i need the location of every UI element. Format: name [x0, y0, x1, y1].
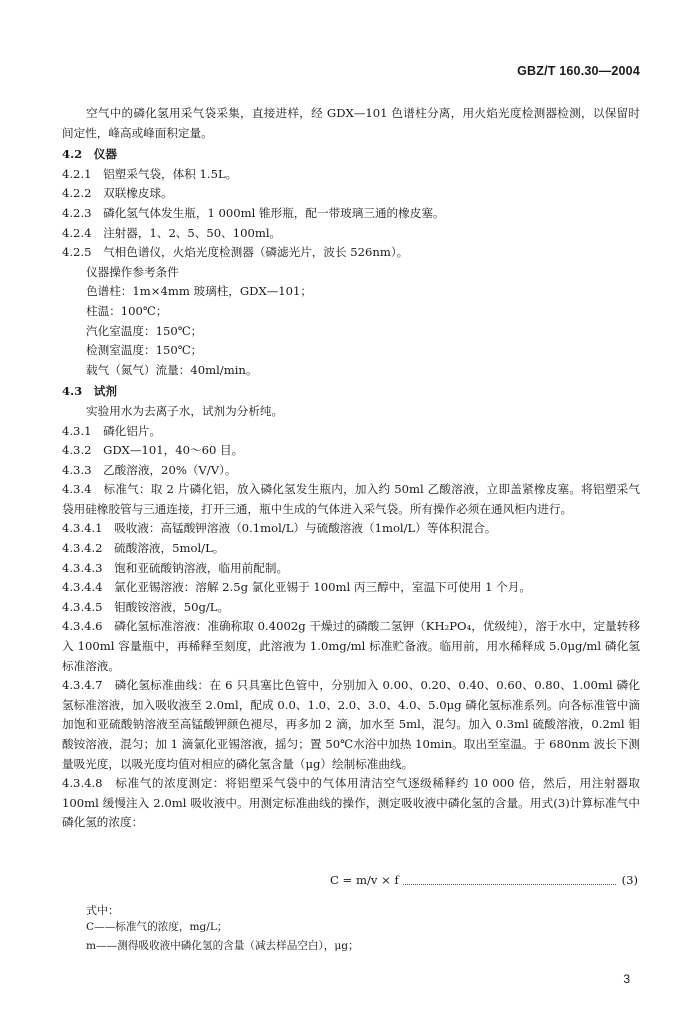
page-number: 3 — [623, 972, 630, 986]
formula-3 — [330, 873, 638, 887]
intro-paragraph: 空气中的磷化氢用采气袋采集，直接进样，经 GDX—101 色谱柱分离，用火焰光度检测器检测，以保留时间定性，峰高或峰面积定量。 — [62, 106, 640, 140]
section-heading-4-2: 4.2 仪器 — [62, 147, 117, 162]
definition-c: C——标准气的浓度，mg/L； — [86, 921, 228, 933]
formula-leader-dots — [403, 876, 616, 885]
definitions-list — [86, 918, 359, 956]
formula-expression: C = m/v × f — [330, 873, 399, 887]
document-body — [62, 104, 640, 833]
item-4-2-4: 4.2.4 注射器，1、2、5、50、100ml。 — [62, 225, 282, 240]
item-4-3-4-1: 4.3.4.1 吸收液：高锰酸钾溶液（0.1mol/L）与硫酸溶液（1mol/L）等体积混合。 — [62, 521, 497, 536]
formula-number: (3) — [621, 873, 638, 887]
item-4-3-4-2: 4.3.4.2 硫酸溶液，5mol/L。 — [62, 541, 225, 556]
item-4-2-1: 4.2.1 铝塑采气袋，体积 1.5L。 — [62, 166, 238, 181]
item-4-3-4-5: 4.3.4.5 钼酸铵溶液，50g/L。 — [62, 599, 230, 614]
config-detector-temp: 检测室温度：150℃； — [86, 343, 203, 358]
item-4-3-4-6: 4.3.4.6 磷化氢标准溶液：准确称取 0.4002g 干燥过的磷酸二氢钾（KH₂PO₄，优级纯），溶于水中，定量转移入 100ml 容量瓶中，再稀释至刻度，此溶液为 1.0mg/ml 标准贮备液。临用前，用水稀释成 5.0μg/ml 磷化氢标准溶液。 — [62, 619, 640, 673]
item-4-3-2: 4.3.2 GDX—101，40～60 目。 — [62, 443, 244, 458]
config-carrier-gas: 载气（氮气）流量：40ml/min。 — [86, 362, 258, 377]
config-title: 仪器操作参考条件 — [86, 264, 179, 279]
item-4-3-4-7: 4.3.4.7 磷化氢标准曲线：在 6 只具塞比色管中，分别加入 0.00、0.20、0.40、0.60、0.80、1.00ml 磷化氢标准溶液，加入吸收液至 2.0ml，配成 0.0、1.0、2.0、3.0、4.0、5.0μg 磷化氢标准系列。向各标准管中滴加饱和亚硫酸钠溶液至高锰酸钾颜色褪尽，再多加 2 滴，加水至 5ml，混匀。加入 0.3ml 硫酸溶液，0.2ml 钼酸铵溶液，混匀；加 1 滴氯化亚锡溶液，摇匀；置 50℃水浴中加热 10min。取出至室温。于 680nm 波长下测量吸光度，以吸光度均值对相应的磷化氢含量（μg）绘制标准曲线。 — [62, 678, 640, 771]
reagents-intro: 实验用水为去离子水，试剂为分析纯。 — [86, 403, 284, 418]
config-column: 色谱柱：1m×4mm 玻璃柱，GDX—101； — [86, 284, 313, 299]
section-heading-4-3: 4.3 试剂 — [62, 384, 117, 399]
item-4-2-5: 4.2.5 气相色谱仪，火焰光度检测器（磷滤光片，波长 526nm）。 — [62, 245, 409, 260]
item-4-3-4-8: 4.3.4.8 标准气的浓度测定：将铝塑采气袋中的气体用清洁空气逐级稀释约 10 000 倍，然后，用注射器取 100ml 缓慢注入 2.0ml 吸收液中。用测定标准曲线的操作，测定吸收液中磷化氢的含量。用式(3)计算标准气中磷化氢的浓度： — [62, 776, 640, 830]
item-4-2-2: 4.2.2 双联橡皮球。 — [62, 186, 173, 201]
config-column-temp: 柱温：100℃； — [86, 303, 168, 318]
item-4-3-4-3: 4.3.4.3 饱和亚硫酸钠溶液，临用前配制。 — [62, 560, 289, 575]
item-4-3-1: 4.3.1 磷化铝片。 — [62, 423, 162, 438]
item-4-3-4-4: 4.3.4.4 氯化亚锡溶液：溶解 2.5g 氯化亚锡于 100ml 丙三醇中，室温下可使用 1 个月。 — [62, 580, 531, 595]
item-4-2-3: 4.2.3 磷化氢气体发生瓶，1 000ml 锥形瓶，配一带玻璃三通的橡皮塞。 — [62, 205, 445, 220]
standard-code: GBZ/T 160.30—2004 — [517, 64, 640, 78]
definition-m: m——测得吸收液中磷化氢的含量（减去样品空白），μg； — [86, 940, 359, 952]
where-label: 式中： — [86, 904, 119, 917]
item-4-3-4: 4.3.4 标准气：取 2 片磷化铝，放入磷化氢发生瓶内，加入约 50ml 乙酸溶液，立即盖紧橡皮塞。将铝塑采气袋用硅橡胶管与三通连接，打开三通，瓶中生成的气体进入采气袋。所有操作必须在通风柜内进行。 — [62, 482, 640, 516]
config-vaporizer-temp: 汽化室温度：150℃； — [86, 323, 203, 338]
item-4-3-3: 4.3.3 乙酸溶液，20%（V/V）。 — [62, 462, 237, 477]
